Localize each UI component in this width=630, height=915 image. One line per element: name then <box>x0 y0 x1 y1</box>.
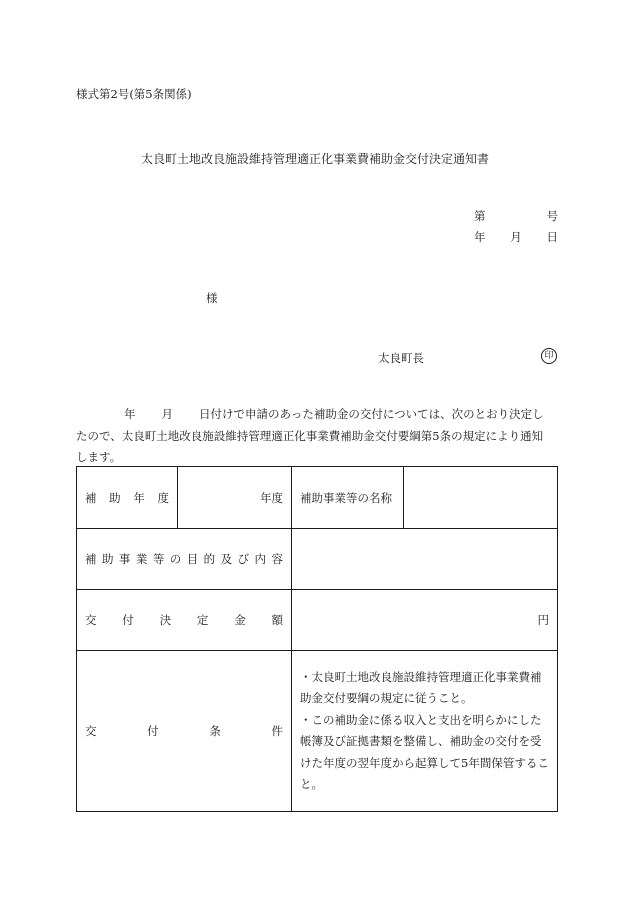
form-number-label: 様式第2号(第5条関係) <box>76 87 192 101</box>
date-day: 日 <box>546 230 558 244</box>
conditions-value <box>292 651 558 812</box>
seal-mark: 印 <box>541 348 557 364</box>
subsidy-decision-table <box>76 466 558 812</box>
notice-body <box>76 404 558 469</box>
date-year: 年 <box>474 230 486 244</box>
amount-label: 交 付 決 定 金 額 <box>77 590 292 651</box>
body-month: 月 <box>161 407 173 421</box>
body-line-2: たので、太良町土地改良施設維持管理適正化事業費補助金交付要綱第5条の規定により通知 <box>76 428 544 443</box>
document-number-line <box>474 208 558 224</box>
project-name-value <box>404 467 558 529</box>
purpose-label: 補 助 事 業 等 の 目 的 及 び 内 容 <box>77 529 292 590</box>
recipient-honorific: 様 <box>206 291 218 305</box>
project-name-label: 補助事業等の名称 <box>292 467 404 529</box>
row-purpose <box>77 529 558 590</box>
body-line1-text: 日付けで申請のあった補助金の交付については、次のとおり決定し <box>199 407 544 421</box>
issuer-name: 太良町長 <box>378 351 424 365</box>
number-suffix: 号 <box>546 209 558 223</box>
body-line-1 <box>76 404 558 426</box>
document-date-line <box>474 229 558 245</box>
document-title: 太良町土地改良施設維持管理適正化事業費補助金交付決定通知書 <box>140 152 489 166</box>
subsidy-year-value: 年度 <box>178 467 292 529</box>
number-prefix: 第 <box>474 209 486 223</box>
conditions-label: 交 付 条 件 <box>77 651 292 812</box>
body-line-3: します。 <box>76 450 122 464</box>
row-conditions <box>77 651 558 812</box>
row-amount <box>77 590 558 651</box>
condition-item: ・太良町土地改良施設維持管理適正化事業費補助金交付要綱の規定に従うこと。 <box>300 669 542 705</box>
condition-item: ・この補助金に係る収入と支出を明らかにした帳簿及び証拠書類を整備し、補助金の交付を受けた年度の翌年度から起算して5年間保管すること。 <box>300 712 549 791</box>
amount-value: 円 <box>292 590 558 651</box>
date-month: 月 <box>510 230 522 244</box>
body-year: 年 <box>124 407 136 421</box>
row-subsidy-year <box>77 467 558 529</box>
subsidy-year-label: 補 助 年 度 <box>77 467 178 529</box>
purpose-value <box>292 529 558 590</box>
